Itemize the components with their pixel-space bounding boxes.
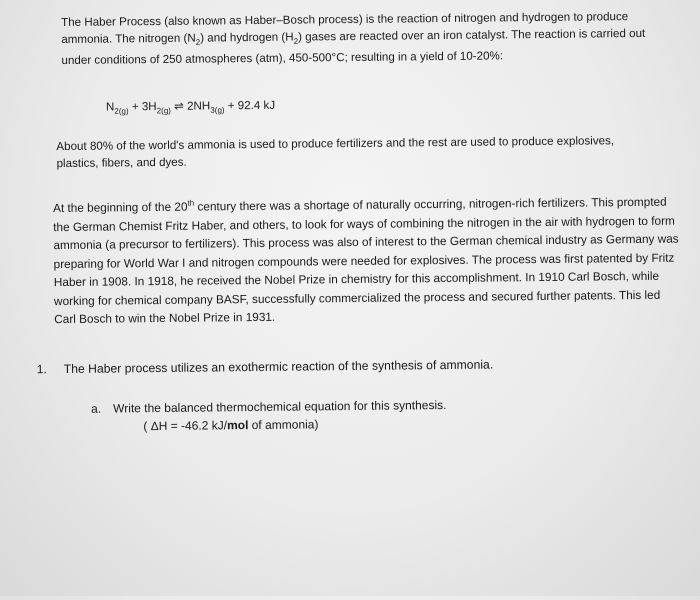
intro-text-2: ) and hydrogen (H bbox=[200, 30, 294, 45]
question-1a-text: Write the balanced thermochemical equation for this synthesis. bbox=[113, 397, 447, 416]
question-1-number: 1. bbox=[36, 362, 47, 377]
eq-nitrogen: N bbox=[105, 100, 115, 114]
question-1 bbox=[37, 357, 494, 378]
question-1-text: The Haber process utilizes an exothermic reaction of the synthesis of ammonia. bbox=[63, 357, 494, 377]
enthalpy-note: ( ΔH = -46.2 kJ/ bbox=[143, 418, 228, 434]
intro-text-3: ) gases are reacted over an iron catalyst. The reaction is carried out under conditions of 250 atmospheres (atm), 450-500°C; resulting in a yield of 10-20%: bbox=[61, 26, 646, 67]
n2-subscript: 2 bbox=[195, 37, 201, 47]
eq-ammonia: 2NH bbox=[186, 99, 211, 113]
eq-hydrogen-state: 2(g) bbox=[156, 106, 171, 116]
usage-paragraph: About 80% of the world's ammonia is used to produce fertilizers and the rest are used to produce explosives, plastics, fibers, and dyes. bbox=[56, 134, 615, 170]
question-1a bbox=[91, 396, 447, 436]
haber-equation bbox=[106, 98, 275, 121]
eq-nitrogen-state: 2(g) bbox=[114, 106, 129, 116]
history-text-2: century there was a shortage of naturally occurring, nitrogen-rich fertilizers. This prompted the German Chemist Fritz Haber, and others, to look for ways of combining the nitrogen in the air with hydrogen to form ammonia (a precursor to fertilizers). This process was also of interest to the German chemical industry as Germany was preparing for World War I and nitrogen compounds were needed for explosives. The process was first patented by Fritz Haber in 1908. In 1918, he received the Nobel Prize in chemistry for this accomplishment. In 1910 Carl Bosch, while working for chemical company BASF, successfully commercialized the process and secured further patents. This led Carl Bosch to win the Nobel Prize in 1931. bbox=[53, 194, 679, 327]
question-1a-letter: a. bbox=[91, 401, 102, 416]
intro-text-1: The Haber Process (also known as Haber–Bosch process) is the reaction of nitrogen and hydrogen to produce ammonia. The nitrogen (N bbox=[61, 10, 629, 46]
equilibrium-arrow: ⇌ bbox=[174, 99, 184, 113]
eq-ammonia-state: 3(g) bbox=[210, 105, 225, 115]
history-text-1: At the beginning of the 20 bbox=[52, 199, 188, 216]
enthalpy-unit-mol: mol bbox=[226, 418, 249, 433]
eq-energy: + 92.4 kJ bbox=[227, 98, 276, 113]
intro-paragraph bbox=[61, 9, 662, 69]
enthalpy-note-end: of ammonia) bbox=[248, 417, 319, 433]
eq-hydrogen: + 3H bbox=[131, 100, 157, 114]
century-superscript: th bbox=[187, 198, 195, 208]
history-paragraph bbox=[53, 190, 684, 330]
h2-subscript: 2 bbox=[293, 36, 299, 46]
